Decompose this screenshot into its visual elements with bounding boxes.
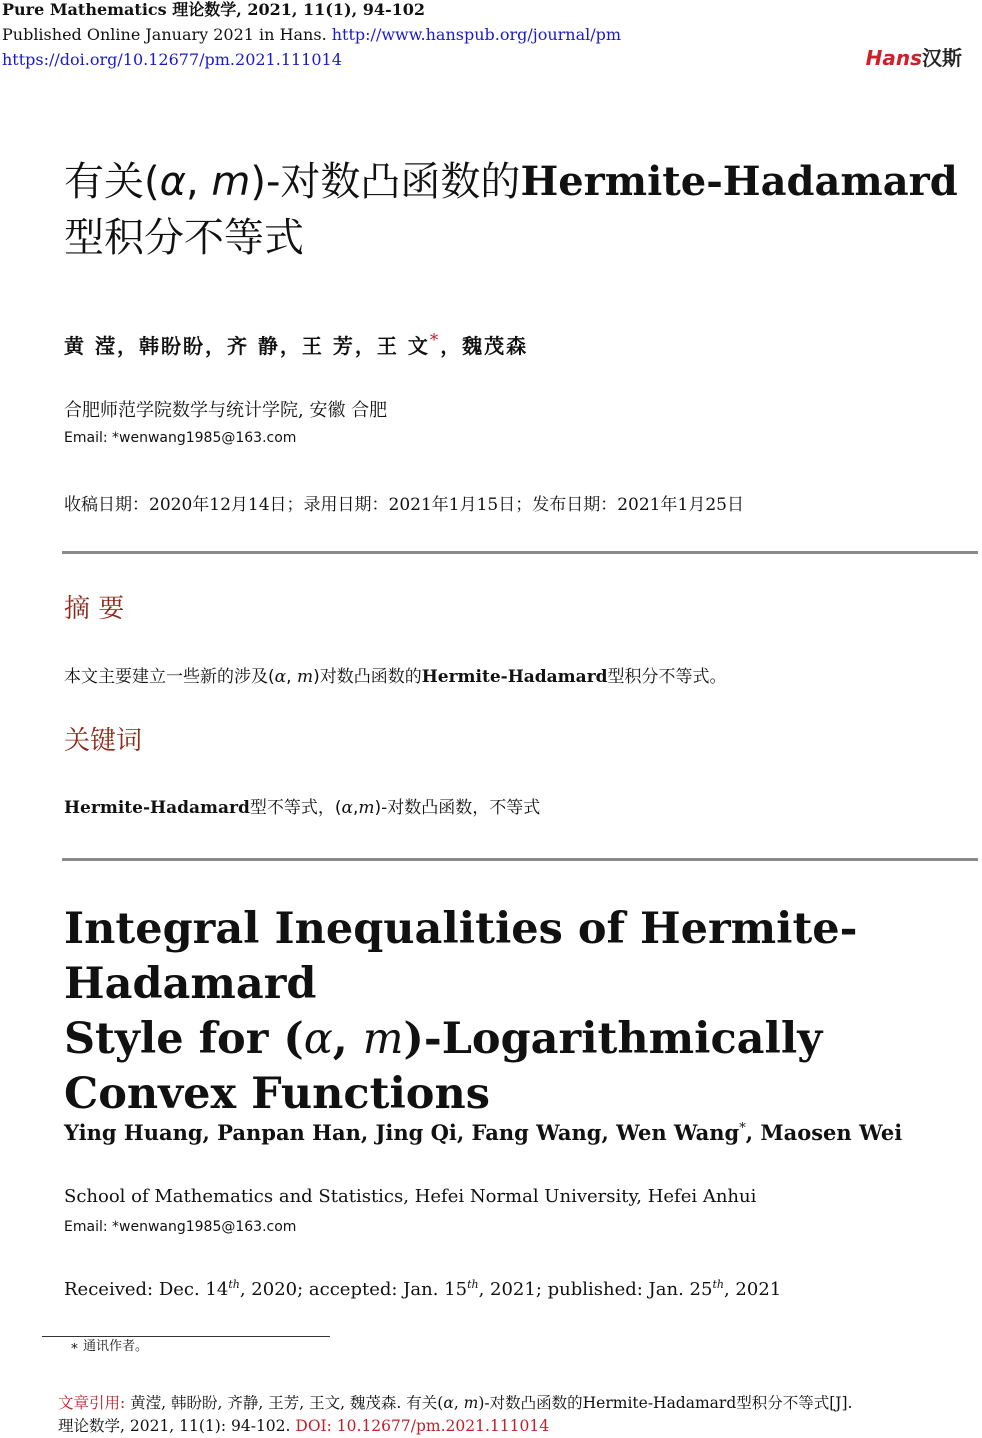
- comma: ,: [453, 1394, 464, 1412]
- title-cn-suffix: )-对数凸函数的: [250, 159, 521, 205]
- authors-cn-last: ，魏茂森: [440, 334, 529, 358]
- title-en-line3: Convex Functions: [64, 1069, 490, 1119]
- authors-en-main: Ying Huang, Panpan Han, Jing Qi, Fang Wang, Wen Wang: [64, 1120, 740, 1145]
- citation-line2: [58, 1415, 978, 1438]
- published-prefix: Published Online January 2021 in Hans.: [2, 25, 327, 44]
- footnote: ∗ 通讯作者。: [70, 1339, 148, 1354]
- title-cn-line1: [64, 154, 982, 210]
- abstract-en: Hermite-Hadamard: [421, 667, 608, 687]
- citation-prefix: 黄滢, 韩盼盼, 齐静, 王芳, 王文, 魏茂森. 有关(: [125, 1394, 444, 1412]
- affiliation-en: School of Mathematics and Statistics, Hefei Normal University, Hefei Anhui: [64, 1186, 757, 1207]
- keyword-rest1: 型不等式，(: [249, 798, 342, 818]
- ordinal-th: th: [712, 1278, 724, 1291]
- hans-logo: [866, 42, 962, 71]
- journal-url-link[interactable]: http://www.hanspub.org/journal/pm: [331, 25, 622, 44]
- email-en: Email: *wenwang1985@163.com: [64, 1219, 297, 1235]
- title-en-suffix: )-Logarithmically: [403, 1014, 823, 1064]
- alpha-symbol: α: [159, 159, 186, 205]
- keyword-rest2: )-对数凸函数，不等式: [374, 798, 541, 818]
- m-symbol: m: [296, 667, 314, 687]
- divider-top: [62, 551, 978, 554]
- title-en-line2: [64, 1012, 980, 1067]
- affiliation-cn: 合肥师范学院数学与统计学院, 安徽 合肥: [64, 400, 388, 421]
- title-en: [64, 902, 980, 1122]
- citation-suffix: )-对数凸函数的Hermite-Hadamard型积分不等式[J].: [478, 1394, 853, 1412]
- keyword-en: Hermite-Hadamard: [64, 798, 250, 818]
- title-cn-en: Hermite-Hadamard: [520, 158, 958, 205]
- citation-doi-link[interactable]: DOI: 10.12677/pm.2021.111014: [295, 1417, 550, 1435]
- title-en-prefix: Style for (: [64, 1014, 304, 1064]
- abstract-suffix: 型积分不等式。: [607, 667, 727, 687]
- citation: [58, 1392, 978, 1438]
- abstract-mid: )对数凸函数的: [313, 667, 422, 687]
- comma: ,: [286, 667, 297, 687]
- corresponding-star: *: [429, 330, 441, 350]
- journal-line: Pure Mathematics 理论数学, 2021, 11(1), 94-102: [2, 0, 426, 19]
- comma: ,: [332, 1014, 363, 1064]
- corresponding-star: *: [739, 1121, 746, 1136]
- comma: ,: [185, 159, 212, 205]
- m-symbol: m: [362, 1014, 404, 1064]
- keywords-text: [64, 793, 540, 818]
- logo-latin: Hans: [865, 46, 922, 70]
- doi-url-link[interactable]: https://doi.org/10.12677/pm.2021.111014: [2, 50, 342, 69]
- alpha-symbol: α: [274, 667, 287, 687]
- title-cn-prefix: 有关(: [64, 159, 160, 205]
- dates-cn: 收稿日期：2020年12月14日；录用日期：2021年1月15日；发布日期：2021年1月25日: [64, 495, 744, 515]
- accepted-date: , 2020; accepted: Jan. 15: [239, 1279, 468, 1300]
- authors-cn-main: 黄 滢，韩盼盼，齐 静，王 芳，王 文: [64, 334, 430, 358]
- ordinal-th: th: [467, 1278, 479, 1291]
- citation-journal: 理论数学, 2021, 11(1): 94-102.: [58, 1417, 296, 1435]
- published-year: , 2021: [723, 1279, 782, 1300]
- email-cn: Email: *wenwang1985@163.com: [64, 430, 297, 446]
- keywords-heading: 关键词: [64, 726, 143, 756]
- alpha-symbol: α: [443, 1394, 454, 1412]
- dates-en: [64, 1278, 781, 1300]
- citation-label: 文章引用:: [58, 1394, 126, 1412]
- authors-cn: [64, 330, 528, 359]
- m-symbol: m: [358, 798, 375, 818]
- received-date: Received: Dec. 14: [64, 1279, 229, 1300]
- comma: ,: [352, 798, 359, 818]
- alpha-symbol: α: [303, 1014, 333, 1064]
- ordinal-th: th: [228, 1278, 240, 1291]
- published-line: [2, 23, 621, 47]
- citation-line1: [58, 1392, 978, 1415]
- authors-en-last: , Maosen Wei: [745, 1120, 903, 1145]
- abstract-heading: 摘 要: [64, 594, 125, 624]
- logo-cn: 汉斯: [922, 46, 962, 70]
- title-en-line1: Integral Inequalities of Hermite-Hadamard: [64, 904, 858, 1009]
- m-symbol: m: [463, 1394, 479, 1412]
- title-cn-line2: 型积分不等式: [64, 215, 304, 261]
- alpha-symbol: α: [341, 798, 353, 818]
- published-date: , 2021; published: Jan. 25: [478, 1279, 713, 1300]
- m-symbol: m: [211, 159, 251, 205]
- divider-middle: [62, 858, 978, 861]
- title-cn: [64, 154, 982, 266]
- abstract-prefix: 本文主要建立一些新的涉及(: [64, 667, 275, 687]
- authors-en: [64, 1120, 902, 1145]
- abstract-text: [64, 662, 727, 687]
